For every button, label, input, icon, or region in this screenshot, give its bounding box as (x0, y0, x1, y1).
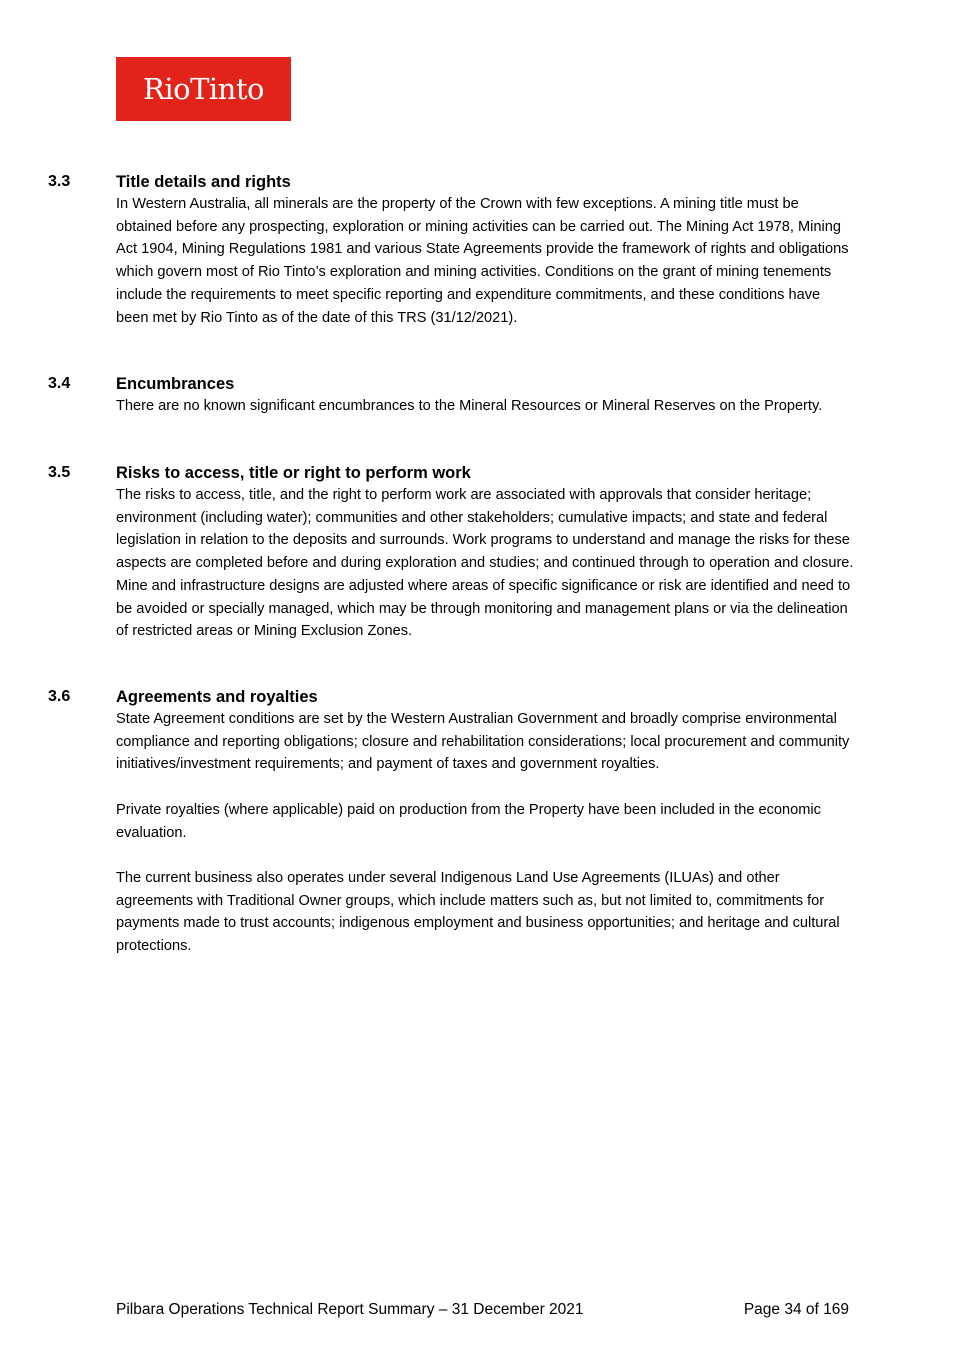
section-3-6 (48, 686, 858, 958)
section-title: Agreements and royalties (116, 688, 318, 706)
section-title: Encumbrances (116, 375, 235, 393)
section-number: 3.3 (48, 173, 71, 190)
section-number: 3.5 (48, 464, 71, 481)
section-title: Risks to access, title or right to perform work (116, 464, 471, 482)
section-number: 3.4 (48, 375, 71, 392)
section-number: 3.6 (48, 688, 71, 705)
footer-page-number: Page 34 of 169 (743, 1301, 849, 1318)
section-paragraph: State Agreement conditions are set by the Western Australian Government and broadly comprise environmental compliance and reporting obligations; closure and rehabilitation considerations; local procurement and community initiatives/investment requirements; and payment of taxes and government royalties. (116, 711, 850, 773)
section-paragraph: The current business also operates under several Indigenous Land Use Agreements (ILUAs) and other agreements with Traditional Owner groups, which include matters such as, but not limited to, commitments for payments made to trust accounts; indigenous employment and business opportunities; and heritage and cultural protections. (116, 869, 840, 954)
section-paragraph: In Western Australia, all minerals are the property of the Crown with few exceptions. A mining title must be obtained before any prospecting, exploration or mining activities can be carried out. The Mining Act 1978, Mining Act 1904, Mining Regulations 1981 and various State Agreements provide the framework of rights and obligations which govern most of Rio Tinto’s exploration and mining activities. Conditions on the grant of mining tenements include the requirements to meet specific reporting and expenditure commitments, and these conditions have been met by Rio Tinto as of the date of this TRS (31/12/2021). (116, 196, 849, 326)
footer-document-title: Pilbara Operations Technical Report Summary – 31 December 2021 (116, 1301, 584, 1318)
rio-tinto-logo (116, 57, 291, 121)
logo-text: RioTinto (143, 71, 264, 106)
section-title: Title details and rights (116, 173, 291, 191)
section-paragraph: The risks to access, title, and the right to perform work are associated with approvals that consider heritage; environment (including water); communities and other stakeholders; cumulative impacts; and state and federal legislation in relation to the deposits and surrounds. Work programs to understand and manage the risks for these aspects are completed before and during exploration and studies; and continued through to operation and closure. Mine and infrastructure designs are adjusted where areas of specific significance or risk are identified and need to be avoided or specially managed, which may be through monitoring and management plans or via the delineation of restricted areas or Mining Exclusion Zones. (116, 487, 854, 640)
section-paragraph: There are no known significant encumbrances to the Mineral Resources or Mineral Reserves on the Property. (116, 398, 823, 414)
section-3-4 (48, 373, 858, 418)
section-paragraph: Private royalties (where applicable) paid on production from the Property have been included in the economic evaluation. (116, 801, 821, 841)
section-3-5 (48, 462, 858, 643)
section-3-3 (48, 171, 858, 329)
